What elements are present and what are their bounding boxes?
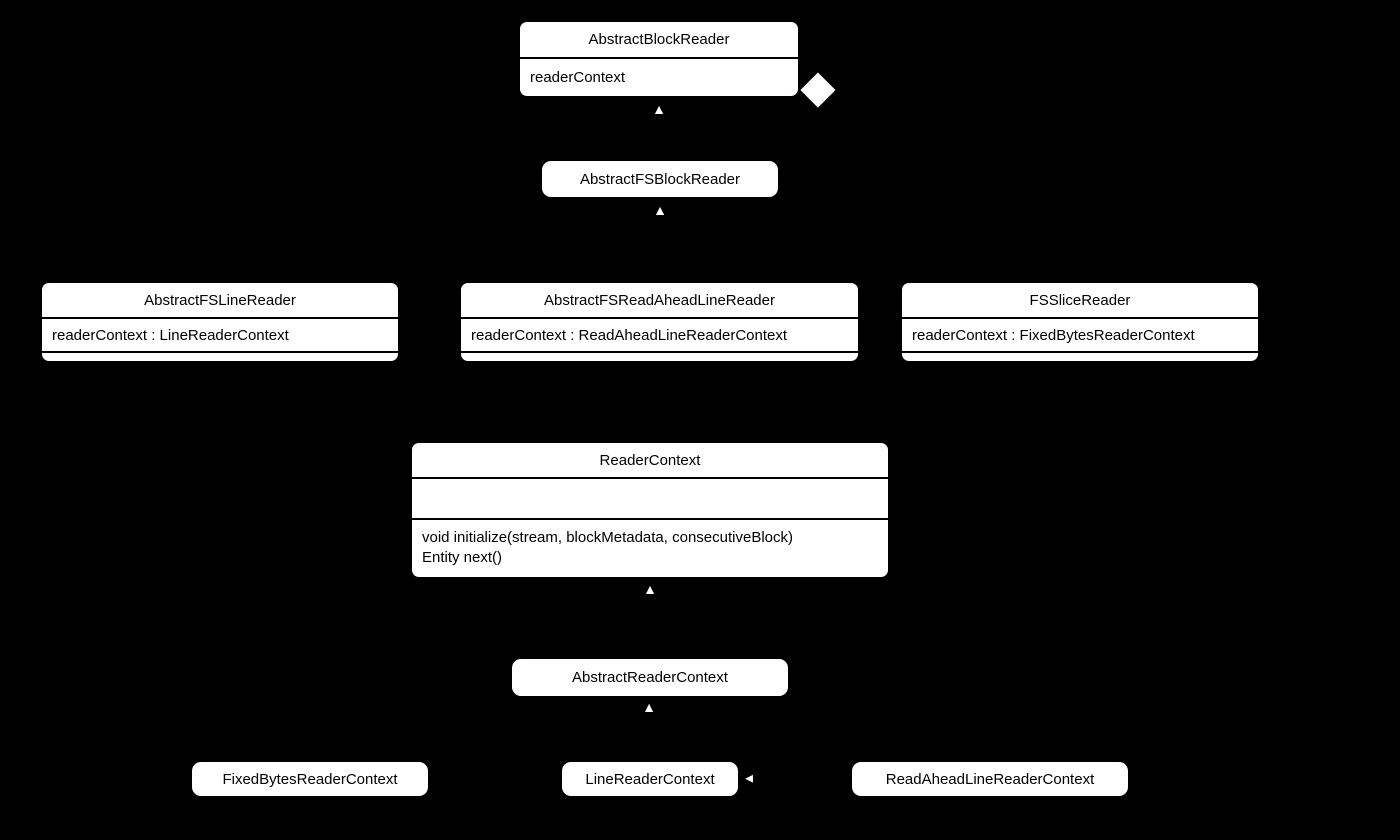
method-initialize: void initialize(stream, blockMetadata, consecutiveBlock): [422, 529, 793, 546]
class-abstract-block-reader: [520, 22, 798, 96]
class-methods-empty: [461, 351, 858, 361]
aggregation-diamond-icon: ◆: [800, 60, 836, 112]
inheritance-arrowhead-up-icon: ▲: [653, 202, 667, 218]
method-next: Entity next(): [422, 549, 503, 566]
class-title: AbstractFSReadAheadLineReader: [544, 291, 775, 309]
class-methods-empty: [902, 351, 1258, 361]
class-methods-empty: [42, 351, 398, 361]
class-line-reader-context: LineReaderContext: [562, 762, 738, 796]
class-fixed-bytes-reader-context: FixedBytesReaderContext: [192, 762, 428, 796]
inheritance-arrowhead-left-icon: ◄: [742, 770, 756, 786]
inheritance-arrowhead-up-icon: ▲: [643, 581, 657, 597]
class-attribute: readerContext : FixedBytesReaderContext: [902, 317, 1258, 351]
class-methods: [412, 518, 888, 577]
class-attribute: readerContext: [520, 57, 798, 96]
class-title: FSSliceReader: [1029, 291, 1131, 309]
class-title: AbstractBlockReader: [588, 31, 730, 48]
class-attribute: readerContext : LineReaderContext: [42, 317, 398, 351]
class-attribute: readerContext : ReadAheadLineReaderContext: [461, 317, 858, 351]
class-reader-context: [412, 443, 888, 577]
class-abstract-reader-context: AbstractReaderContext: [512, 659, 788, 696]
class-abstract-fs-line-reader: [42, 283, 398, 361]
class-abstract-fs-block-reader: AbstractFSBlockReader: [542, 161, 778, 197]
class-fs-slice-reader: [902, 283, 1258, 361]
inheritance-arrowhead-up-icon: ▲: [652, 101, 666, 117]
class-abstract-fs-read-ahead-line-reader: [461, 283, 858, 361]
class-title: AbstractFSLineReader: [144, 291, 296, 309]
class-attributes-empty: [412, 477, 888, 518]
class-read-ahead-line-reader-context: ReadAheadLineReaderContext: [852, 762, 1128, 796]
class-title: ReaderContext: [599, 451, 701, 469]
inheritance-arrowhead-up-icon: ▲: [642, 699, 656, 715]
